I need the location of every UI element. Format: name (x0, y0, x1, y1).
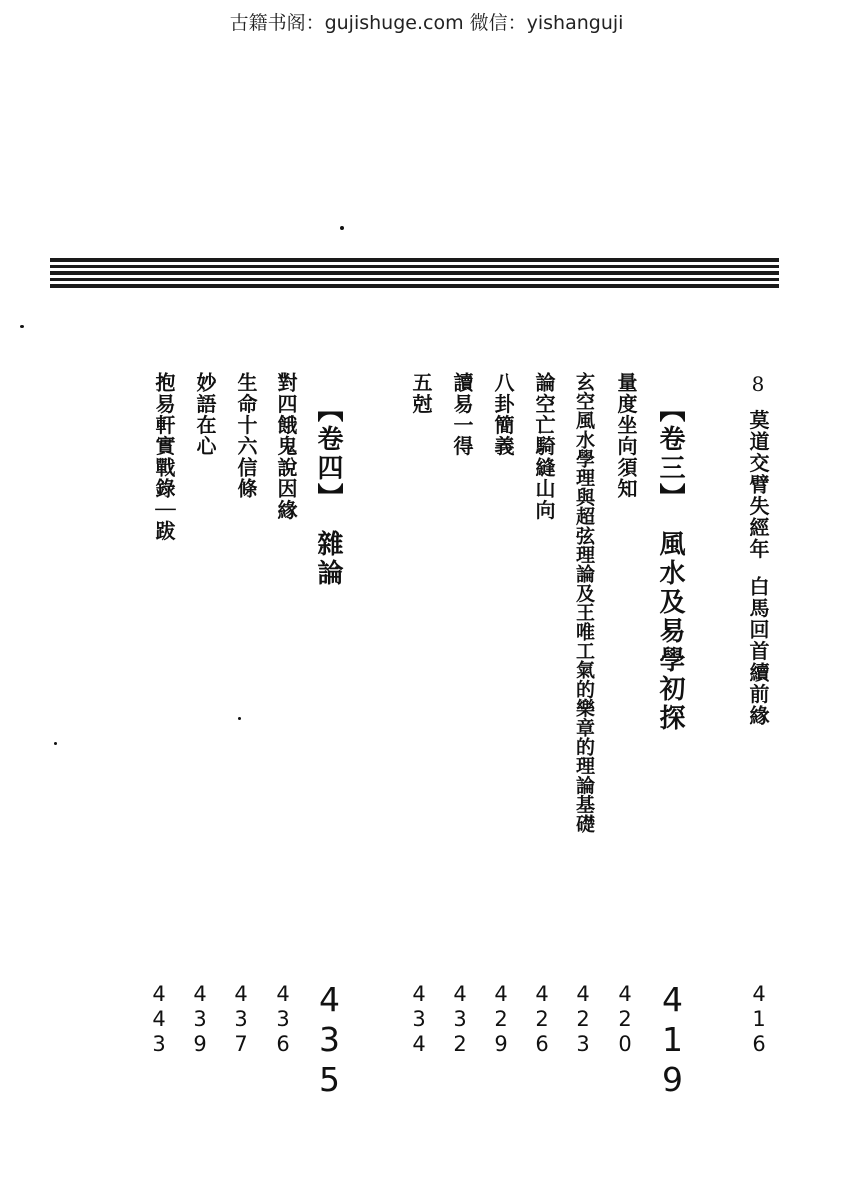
section-4-title: 雜論 (313, 530, 343, 588)
toc-item-4[interactable]: 八卦簡義 (491, 372, 515, 457)
toc-item-10-page: 439 (188, 982, 212, 1057)
watermark-header: 古籍书阁：gujishuge.com 微信：yishanguji (229, 12, 624, 34)
scan-speck (54, 742, 57, 745)
toc-item-1[interactable]: 量度坐向須知 (614, 372, 638, 500)
scan-speck (340, 226, 344, 230)
toc-section-4-page: 435 (310, 980, 349, 1100)
toc-item-8-page: 436 (271, 982, 295, 1057)
running-head (748, 372, 768, 727)
toc-item-3[interactable]: 論空亡騎縫山向 (532, 372, 556, 521)
scan-speck (238, 717, 241, 720)
section-3-label: 【卷三】 (655, 396, 685, 512)
toc-item-3-page: 426 (530, 982, 554, 1057)
toc-item-2-page: 423 (571, 982, 595, 1057)
running-head-page: 416 (747, 982, 771, 1057)
toc-section-4[interactable] (315, 396, 341, 588)
section-4-label: 【卷四】 (313, 396, 343, 512)
toc-item-9[interactable]: 生命十六信條 (234, 372, 258, 500)
toc-item-2[interactable]: 玄空風水學理與超弦理論及王唯工氣的樂章的理論基礎 (573, 372, 595, 833)
running-head-title: 莫道交臂失經年 (746, 409, 770, 560)
page-number: 8 (746, 372, 770, 398)
toc-item-5[interactable]: 讀易一得 (450, 372, 474, 457)
scan-speck (20, 325, 24, 328)
double-rule (50, 258, 779, 288)
toc-item-6[interactable]: 五尅 (409, 372, 433, 415)
toc-item-9-page: 437 (229, 982, 253, 1057)
toc-item-5-page: 432 (448, 982, 472, 1057)
toc-item-11-page: 443 (147, 982, 171, 1057)
toc-item-6-page: 434 (407, 982, 431, 1057)
toc-section-3[interactable] (657, 396, 683, 733)
toc-item-1-page: 420 (613, 982, 637, 1057)
toc-item-8[interactable]: 對四餓鬼說因緣 (274, 372, 298, 521)
section-3-title: 風水及易學初探 (655, 530, 685, 733)
toc-item-4-page: 429 (489, 982, 513, 1057)
toc-section-3-page: 419 (653, 980, 692, 1100)
toc-item-10[interactable]: 妙語在心 (193, 372, 217, 457)
running-head-subtitle: 白馬回首續前緣 (746, 576, 770, 727)
toc-item-11[interactable]: 抱易軒實戰錄｜跋 (152, 372, 176, 542)
